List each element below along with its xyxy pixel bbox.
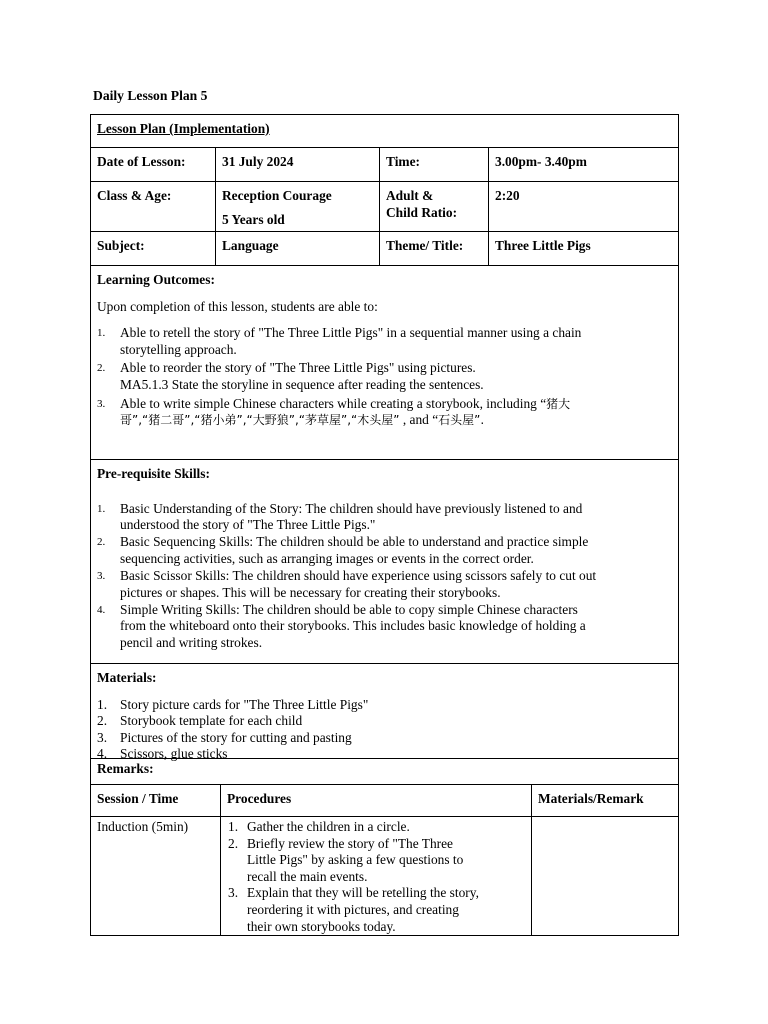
subject-row <box>91 232 678 266</box>
class-row <box>91 182 678 232</box>
list-item: 3. Able to write simple Chinese characters while creating a storybook, including “猪大 哥”,“猪二哥”,“猪小弟”,“大野狼”,“茅草屋”,“木头屋” , and “石头屋”. <box>97 395 571 428</box>
time-value: 3.00pm- 3.40pm <box>488 148 678 181</box>
class-age: 5 Years old <box>222 212 285 227</box>
plan-title: Lesson Plan (Implementation) <box>97 121 270 136</box>
list-item: 1. Gather the children in a circle. <box>228 819 410 834</box>
learning-outcomes-intro: Upon completion of this lesson, students are able to: <box>97 298 378 314</box>
list-item: 2. Able to reorder the story of "The Three Little Pigs" using pictures. MA5.1.3 State the storyline in sequence after reading the sentences. <box>97 360 484 392</box>
remarks-title: Remarks: <box>97 761 154 776</box>
learning-outcomes-list <box>97 325 673 429</box>
list-item: 4. Simple Writing Skills: The children should be able to copy simple Chinese characters from the whiteboard onto their storybooks. This includes basic knowledge of holding a pencil and writing strokes. <box>97 601 586 650</box>
materials-list <box>97 697 673 763</box>
ratio-label-line2: Child Ratio: <box>386 204 458 220</box>
learning-outcomes-section <box>91 266 678 460</box>
procedure-header-row <box>91 785 678 817</box>
session-time-cell: Induction (5min) <box>97 819 189 834</box>
ratio-value: 2:20 <box>488 182 678 231</box>
list-item: 1. Basic Understanding of the Story: The children should have previously listened to and understood the story of "The Three Little Pigs." <box>97 500 583 533</box>
date-label: Date of Lesson: <box>97 154 186 169</box>
class-value <box>215 182 379 231</box>
procedures-list <box>223 819 526 935</box>
theme-value: Three Little Pigs <box>488 232 678 265</box>
page-heading: Daily Lesson Plan 5 <box>93 88 208 103</box>
list-item: 1. Story picture cards for "The Three Little Pigs" <box>97 696 369 712</box>
list-item: 3. Pictures of the story for cutting and pasting <box>97 729 352 745</box>
list-item: 3. Basic Scissor Skills: The children should have experience using scissors safely to cut out pictures or shapes. This will be necessary for creating their storybooks. <box>97 567 597 600</box>
procedures-cell <box>220 817 531 935</box>
materials-section <box>91 664 678 762</box>
subject-value: Language <box>215 232 379 265</box>
lesson-plan-table <box>90 114 679 936</box>
prerequisite-title: Pre-requisite Skills: <box>97 466 210 481</box>
theme-label: Theme/ Title: <box>379 232 488 265</box>
header-procedures: Procedures <box>220 785 531 816</box>
header-session-time: Session / Time <box>97 791 179 806</box>
prerequisite-list <box>97 501 673 652</box>
header-materials-remark: Materials/Remark <box>531 785 678 816</box>
table-row <box>91 817 678 935</box>
materials-title: Materials: <box>97 670 157 685</box>
plan-title-row <box>91 115 678 148</box>
class-name: Reception Courage <box>222 188 332 203</box>
date-row <box>91 148 678 182</box>
ratio-label-line1: Adult & <box>386 188 434 203</box>
list-item: 2. Storybook template for each child <box>97 713 303 729</box>
ratio-label <box>379 182 488 231</box>
class-label: Class & Age: <box>97 188 172 203</box>
list-item: 4. Scissors, glue sticks <box>97 746 228 762</box>
list-item: 2. Basic Sequencing Skills: The children should be able to understand and practice simple sequencing activities, such as arranging images or events in the correct order. <box>97 534 589 566</box>
list-item: 2. Briefly review the story of "The Three Little Pigs" by asking a few questions to recall the main events. <box>228 835 464 884</box>
materials-remark-cell <box>531 817 678 935</box>
list-item: 1. Able to retell the story of "The Three Little Pigs" in a sequential manner using a chain storytelling approach. <box>97 325 582 357</box>
prerequisite-section <box>91 460 678 664</box>
time-label: Time: <box>379 148 488 181</box>
subject-label: Subject: <box>97 238 145 253</box>
learning-outcomes-title: Learning Outcomes: <box>97 272 215 287</box>
date-value: 31 July 2024 <box>215 148 379 181</box>
list-item: 3. Explain that they will be retelling the story, reordering it with pictures, and creating their own storybooks today. <box>228 885 479 934</box>
